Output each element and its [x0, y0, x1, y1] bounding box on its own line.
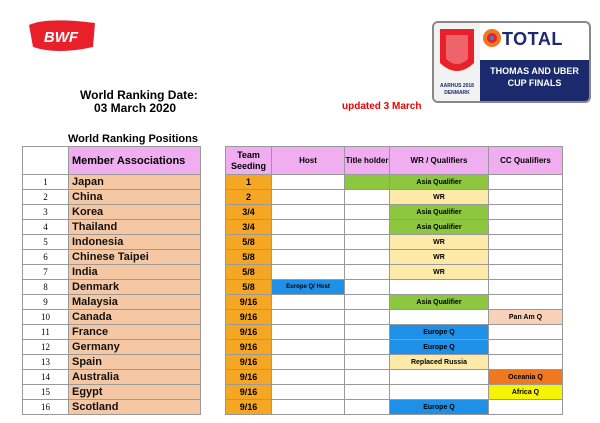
host-cell	[272, 340, 345, 355]
host-cell	[272, 385, 345, 400]
ranking-row	[23, 310, 201, 325]
cc-qualifiers-header: CC Qualifiers	[489, 147, 563, 175]
wr-qualifier-cell	[390, 280, 489, 295]
seed-cell: 9/16	[226, 325, 272, 340]
title-holder-cell	[345, 385, 390, 400]
ranking-row	[23, 175, 201, 190]
wr-qualifier-cell: WR	[390, 250, 489, 265]
member-name-cell: Korea	[69, 205, 201, 220]
ranking-date-value: 03 March 2020	[94, 101, 177, 115]
rank-cell: 10	[23, 310, 69, 325]
bwf-logo-text: BWF	[43, 29, 79, 46]
seed-cell: 9/16	[226, 385, 272, 400]
member-name-cell: Chinese Taipei	[69, 250, 201, 265]
seeding-row	[226, 325, 563, 340]
ranking-row	[23, 190, 201, 205]
seeding-header: Team Seeding	[226, 147, 272, 175]
cc-qualifier-cell	[489, 190, 563, 205]
seeding-header-row	[226, 147, 563, 175]
ranking-row	[23, 385, 201, 400]
thomas-uber-cup-logo	[432, 21, 591, 103]
title-holder-cell	[345, 340, 390, 355]
seed-cell: 5/8	[226, 265, 272, 280]
wr-qualifier-cell	[390, 310, 489, 325]
event-name-line2: CUP FINALS	[507, 78, 562, 88]
seed-cell: 9/16	[226, 355, 272, 370]
member-name-cell: Denmark	[69, 280, 201, 295]
seeding-row	[226, 190, 563, 205]
ranking-row	[23, 220, 201, 235]
member-name-cell: India	[69, 265, 201, 280]
wr-qualifier-cell: Asia Qualifier	[390, 295, 489, 310]
seeding-row	[226, 385, 563, 400]
wr-qualifier-cell: Replaced Russia	[390, 355, 489, 370]
cc-qualifier-cell	[489, 175, 563, 190]
member-name-cell: Canada	[69, 310, 201, 325]
host-cell	[272, 235, 345, 250]
wr-qualifier-cell: Europe Q	[390, 400, 489, 415]
member-name-cell: Australia	[69, 370, 201, 385]
wr-qualifier-cell: WR	[390, 235, 489, 250]
seed-cell: 9/16	[226, 340, 272, 355]
seeding-row	[226, 250, 563, 265]
seeding-row	[226, 340, 563, 355]
title-holder-cell	[345, 355, 390, 370]
host-cell	[272, 355, 345, 370]
rank-cell: 9	[23, 295, 69, 310]
seed-cell: 9/16	[226, 400, 272, 415]
cc-qualifier-cell	[489, 325, 563, 340]
host-cell	[272, 220, 345, 235]
ranking-row	[23, 370, 201, 385]
seed-cell: 2	[226, 190, 272, 205]
host-cell	[272, 400, 345, 415]
host-cell	[272, 295, 345, 310]
logo-city: AARHUS 2018 DENMARK	[440, 83, 474, 96]
rank-header-cell	[23, 147, 69, 175]
wr-qualifier-cell: Asia Qualifier	[390, 205, 489, 220]
cc-qualifier-cell	[489, 400, 563, 415]
member-name-cell: Indonesia	[69, 235, 201, 250]
ranking-table	[22, 146, 201, 415]
wr-qualifier-cell: Asia Qualifier	[390, 175, 489, 190]
cc-qualifier-cell: Oceania Q	[489, 370, 563, 385]
title-holder-cell	[345, 325, 390, 340]
seed-cell: 9/16	[226, 295, 272, 310]
seeding-row	[226, 400, 563, 415]
seeding-row	[226, 175, 563, 190]
ranking-date-label: World Ranking Date:	[80, 88, 198, 102]
member-name-cell: Spain	[69, 355, 201, 370]
ranking-row	[23, 205, 201, 220]
cc-qualifier-cell	[489, 205, 563, 220]
rank-cell: 15	[23, 385, 69, 400]
rank-cell: 8	[23, 280, 69, 295]
wr-qualifier-cell: Europe Q	[390, 325, 489, 340]
ranking-row	[23, 235, 201, 250]
cc-qualifier-cell: Africa Q	[489, 385, 563, 400]
event-name-line1: THOMAS AND UBER	[490, 66, 579, 76]
member-name-cell: Malaysia	[69, 295, 201, 310]
ranking-row	[23, 325, 201, 340]
cc-qualifier-cell	[489, 265, 563, 280]
seeding-row	[226, 265, 563, 280]
total-brand: TOTAL	[502, 29, 563, 49]
ranking-row	[23, 250, 201, 265]
title-holder-cell	[345, 400, 390, 415]
ranking-header-row	[23, 147, 201, 175]
seeding-row	[226, 355, 563, 370]
seeding-row	[226, 205, 563, 220]
cc-qualifier-cell	[489, 235, 563, 250]
ranking-row	[23, 280, 201, 295]
title-holder-cell	[345, 265, 390, 280]
wr-qualifier-cell: WR	[390, 190, 489, 205]
rank-cell: 14	[23, 370, 69, 385]
host-header: Host	[272, 147, 345, 175]
host-cell: Europe Q/ Host	[272, 280, 345, 295]
positions-title: World Ranking Positions	[68, 133, 198, 145]
host-cell	[272, 370, 345, 385]
title-holder-cell	[345, 190, 390, 205]
host-cell	[272, 175, 345, 190]
seeding-table	[225, 146, 563, 415]
member-name-cell: Germany	[69, 340, 201, 355]
host-cell	[272, 310, 345, 325]
cc-qualifier-cell	[489, 220, 563, 235]
title-holder-cell	[345, 310, 390, 325]
title-holder-cell	[345, 220, 390, 235]
rank-cell: 2	[23, 190, 69, 205]
cc-qualifier-cell: Pan Am Q	[489, 310, 563, 325]
host-cell	[272, 205, 345, 220]
seed-cell: 5/8	[226, 235, 272, 250]
ranking-row	[23, 265, 201, 280]
wr-qualifier-cell: WR	[390, 265, 489, 280]
title-holder-cell	[345, 280, 390, 295]
seed-cell: 9/16	[226, 370, 272, 385]
title-holder-header: Title holder	[345, 147, 390, 175]
ranking-row	[23, 340, 201, 355]
member-name-cell: France	[69, 325, 201, 340]
title-holder-cell	[345, 250, 390, 265]
rank-cell: 5	[23, 235, 69, 250]
cc-qualifier-cell	[489, 355, 563, 370]
rank-cell: 3	[23, 205, 69, 220]
total-brand-icon	[482, 28, 502, 48]
host-cell	[272, 250, 345, 265]
rank-cell: 1	[23, 175, 69, 190]
wr-qualifier-cell: Europe Q	[390, 340, 489, 355]
title-holder-cell	[345, 205, 390, 220]
seeding-row	[226, 310, 563, 325]
member-name-cell: Scotland	[69, 400, 201, 415]
member-name-cell: Japan	[69, 175, 201, 190]
seed-cell: 9/16	[226, 310, 272, 325]
seeding-row	[226, 235, 563, 250]
seed-cell: 1	[226, 175, 272, 190]
ranking-row	[23, 400, 201, 415]
title-holder-cell	[345, 370, 390, 385]
ranking-row	[23, 295, 201, 310]
seed-cell: 5/8	[226, 280, 272, 295]
wr-qualifier-cell	[390, 370, 489, 385]
title-holder-cell	[345, 235, 390, 250]
member-header: Member Associations	[69, 147, 201, 175]
rank-cell: 11	[23, 325, 69, 340]
logo-emblem	[434, 23, 480, 101]
host-cell	[272, 190, 345, 205]
wr-qualifiers-header: WR / Qualifiers	[390, 147, 489, 175]
cc-qualifier-cell	[489, 280, 563, 295]
rank-cell: 7	[23, 265, 69, 280]
member-name-cell: Egypt	[69, 385, 201, 400]
seeding-row	[226, 370, 563, 385]
seed-cell: 5/8	[226, 250, 272, 265]
wr-qualifier-cell	[390, 385, 489, 400]
seeding-row	[226, 295, 563, 310]
seed-cell: 3/4	[226, 205, 272, 220]
seeding-row	[226, 280, 563, 295]
updated-note: updated 3 March	[342, 101, 422, 112]
rank-cell: 12	[23, 340, 69, 355]
seed-cell: 3/4	[226, 220, 272, 235]
ranking-row	[23, 355, 201, 370]
host-cell	[272, 265, 345, 280]
bwf-logo	[27, 17, 97, 55]
cc-qualifier-cell	[489, 295, 563, 310]
cc-qualifier-cell	[489, 250, 563, 265]
rank-cell: 13	[23, 355, 69, 370]
cc-qualifier-cell	[489, 340, 563, 355]
member-name-cell: China	[69, 190, 201, 205]
host-cell	[272, 325, 345, 340]
seeding-row	[226, 220, 563, 235]
title-holder-cell	[345, 175, 390, 190]
rank-cell: 6	[23, 250, 69, 265]
event-name	[480, 60, 589, 101]
rank-cell: 16	[23, 400, 69, 415]
wr-qualifier-cell: Asia Qualifier	[390, 220, 489, 235]
rank-cell: 4	[23, 220, 69, 235]
title-holder-cell	[345, 295, 390, 310]
member-name-cell: Thailand	[69, 220, 201, 235]
